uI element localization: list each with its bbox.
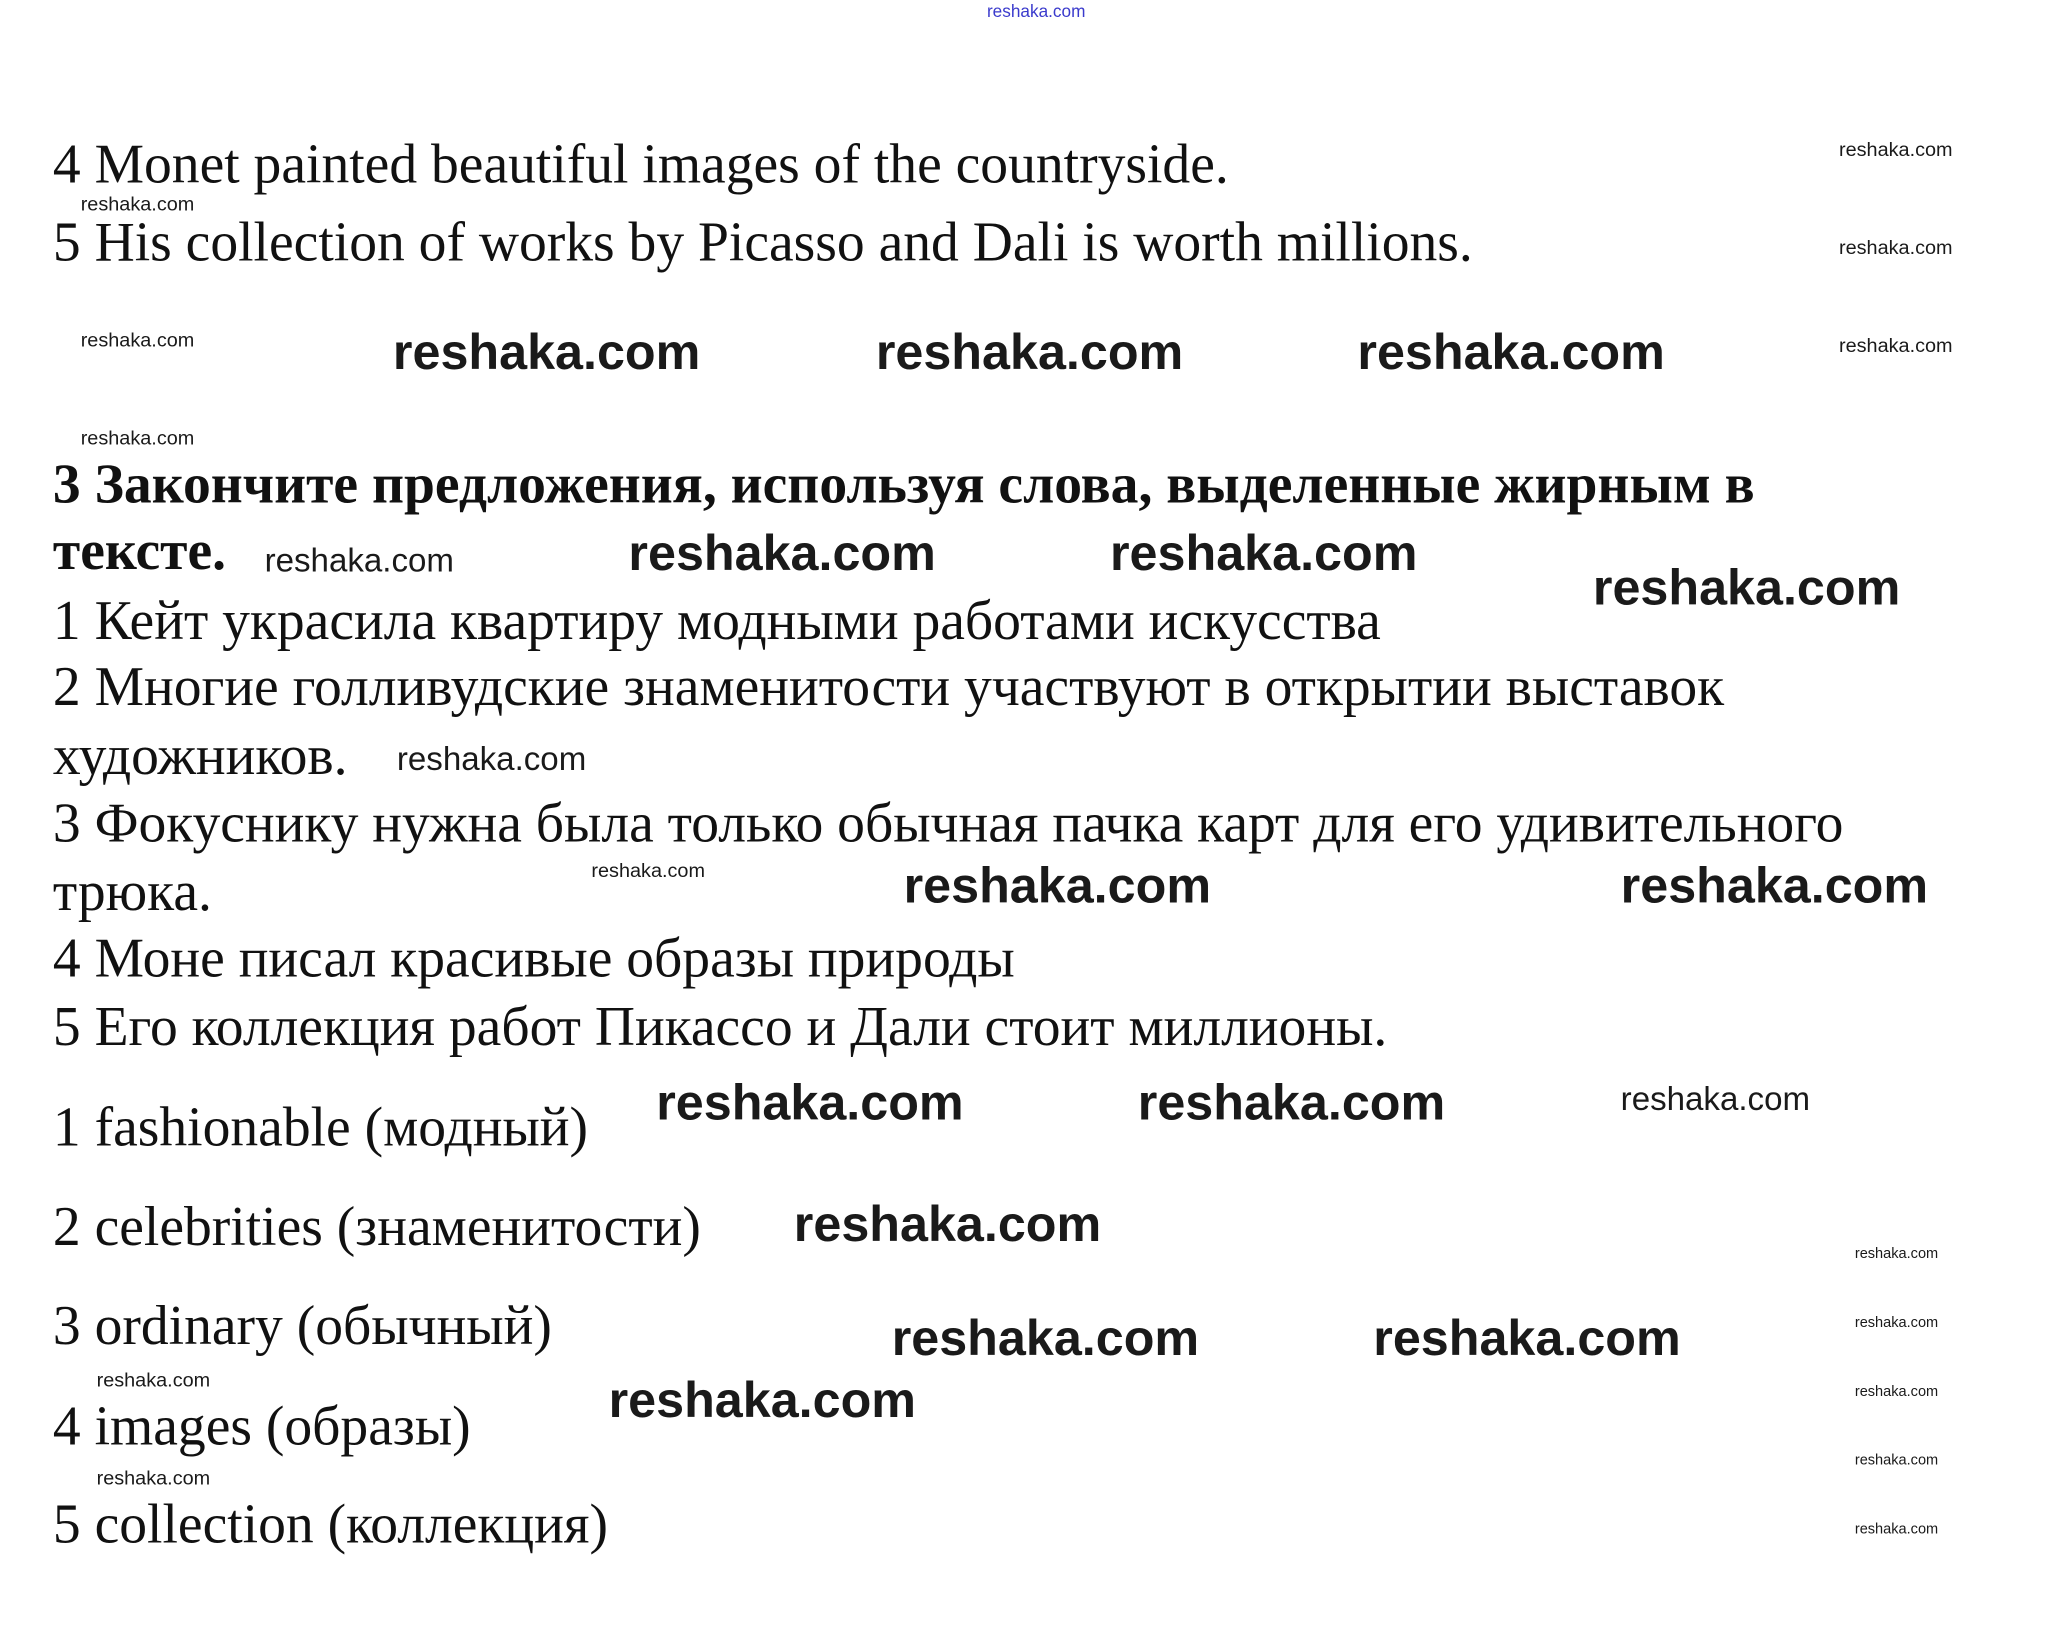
watermark: reshaka.com xyxy=(891,1311,1200,1367)
russian-sentence-3-continued: трюка. xyxy=(52,862,212,924)
header-watermark[interactable]: reshaka.com xyxy=(986,1,1086,22)
watermark: reshaka.com xyxy=(80,427,195,450)
watermark: reshaka.com xyxy=(96,1369,211,1392)
russian-sentence-2-continued: художников. xyxy=(52,726,348,788)
russian-sentence-4: 4 Моне писал красивые образы природы xyxy=(52,928,1015,990)
english-sentence-4: 4 Monet painted beautiful images of the countryside. xyxy=(52,134,1229,196)
watermark: reshaka.com xyxy=(1109,526,1418,583)
watermark: reshaka.com xyxy=(1357,325,1665,382)
watermark: reshaka.com xyxy=(264,542,454,580)
watermark: reshaka.com xyxy=(1137,1075,1446,1132)
watermark: reshaka.com xyxy=(1838,236,1953,260)
answer-1: 1 fashionable (модный) xyxy=(52,1098,589,1159)
watermark: reshaka.com xyxy=(1854,1315,1939,1331)
watermark: reshaka.com xyxy=(1592,560,1901,617)
watermark: reshaka.com xyxy=(1854,1452,1939,1469)
watermark: reshaka.com xyxy=(1854,1383,1939,1400)
russian-sentence-2: 2 Многие голливудские знаменитости участвуют в открытии выставок xyxy=(52,657,1725,719)
task-title: 3 Закончите предложения, используя слова, выделенные жирным в xyxy=(52,455,1755,516)
watermark: reshaka.com xyxy=(80,329,195,352)
answer-3: 3 ordinary (обычный) xyxy=(52,1296,552,1358)
watermark: reshaka.com xyxy=(875,325,1184,382)
watermark: reshaka.com xyxy=(1854,1521,1939,1538)
watermark: reshaka.com xyxy=(793,1197,1102,1253)
watermark: reshaka.com xyxy=(628,526,936,583)
watermark: reshaka.com xyxy=(80,193,195,216)
watermark: reshaka.com xyxy=(1620,858,1929,915)
watermark: reshaka.com xyxy=(392,325,701,382)
watermark: reshaka.com xyxy=(396,740,587,778)
watermark: reshaka.com xyxy=(1620,1080,1811,1118)
english-sentence-5: 5 His collection of works by Picasso and Dali is worth millions. xyxy=(52,213,1473,274)
russian-sentence-1: 1 Кейт украсила квартиру модными работами искусства xyxy=(52,591,1381,653)
answer-2: 2 celebrities (знаменитости) xyxy=(52,1197,701,1259)
russian-sentence-3: 3 Фокуснику нужна была только обычная пачка карт для его удивительного xyxy=(52,793,1844,855)
russian-sentence-5: 5 Его коллекция работ Пикассо и Дали стоит миллионы. xyxy=(52,997,1388,1059)
watermark: reshaka.com xyxy=(1854,1246,1939,1263)
watermark: reshaka.com xyxy=(1838,334,1953,358)
watermark: reshaka.com xyxy=(591,859,705,883)
answer-5: 5 collection (коллекция) xyxy=(52,1494,608,1556)
watermark: reshaka.com xyxy=(1838,138,1953,162)
watermark: reshaka.com xyxy=(903,858,1212,915)
watermark: reshaka.com xyxy=(1373,1311,1681,1367)
watermark: reshaka.com xyxy=(608,1373,917,1429)
watermark: reshaka.com xyxy=(656,1075,964,1132)
task-title-continued: тексте. xyxy=(52,521,227,583)
answer-4: 4 images (образы) xyxy=(52,1397,471,1458)
watermark: reshaka.com xyxy=(96,1467,211,1490)
